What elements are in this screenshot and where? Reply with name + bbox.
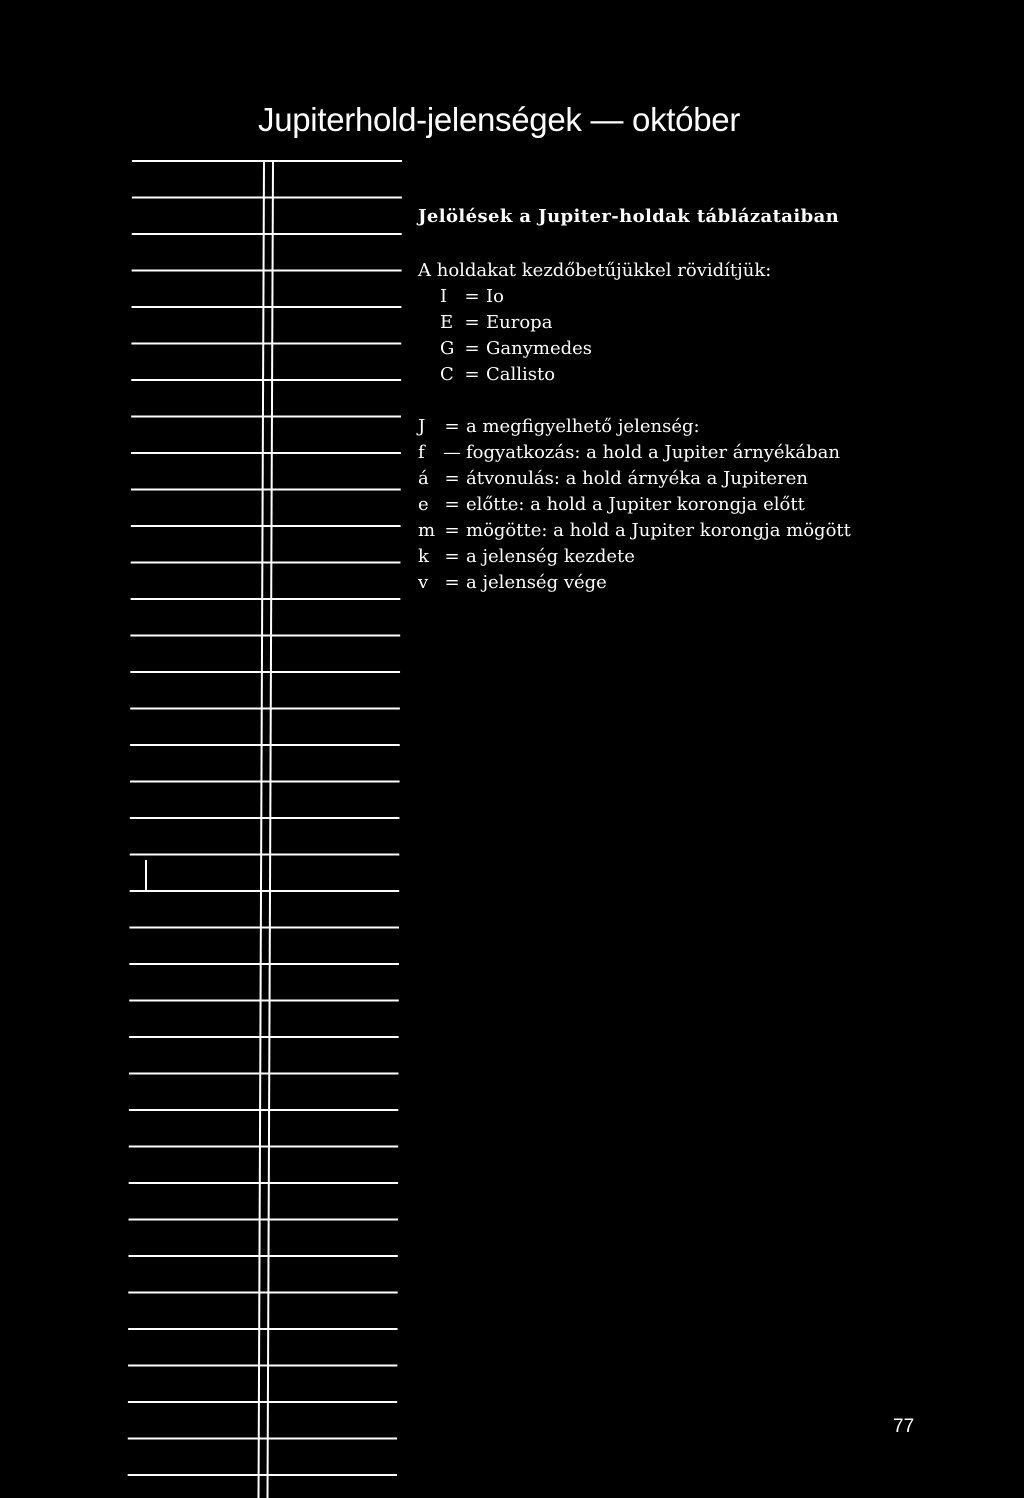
list-item	[418, 544, 851, 570]
phenomenon-code: J	[418, 416, 426, 437]
moon-code: C	[440, 364, 454, 385]
phenomenon-text: a jelenség kezdete	[466, 546, 635, 567]
phenomenon-text: fogyatkozás: a hold a Jupiter árnyékában	[466, 442, 841, 463]
equals-sign: =	[464, 364, 480, 385]
moon-abbreviation-list	[418, 284, 851, 388]
moon-name: Callisto	[486, 364, 556, 385]
equals-sign: =	[464, 286, 480, 307]
table-column-divider	[267, 161, 273, 1498]
moon-code: G	[440, 338, 455, 359]
list-item	[440, 336, 851, 362]
moon-name: Ganymedes	[486, 338, 593, 359]
moon-name: Europa	[486, 312, 553, 333]
phenomenon-code: v	[418, 572, 429, 593]
phenomenon-text: átvonulás: a hold árnyéka a Jupiteren	[466, 468, 808, 489]
equals-sign: =	[464, 312, 480, 333]
phenomenon-code: m	[418, 520, 436, 541]
equals-sign: —	[443, 442, 461, 463]
list-item	[440, 284, 851, 310]
equals-sign: =	[444, 546, 460, 567]
list-item	[418, 440, 851, 466]
page-title: Jupiterhold-jelenségek — október	[258, 101, 741, 138]
list-item	[418, 492, 851, 518]
moon-code: E	[440, 312, 454, 333]
phenomenon-text: a jelenség vége	[466, 572, 607, 593]
equals-sign: =	[444, 416, 460, 437]
phenomenon-code: e	[418, 494, 429, 515]
list-item	[418, 414, 851, 440]
phenomenon-text: mögötte: a hold a Jupiter korongja mögött	[466, 520, 851, 541]
phenomenon-list	[418, 414, 851, 596]
moon-code: I	[440, 286, 448, 307]
list-item	[418, 518, 851, 544]
phenomenon-text: a megfigyelhető jelenség:	[466, 416, 700, 437]
phenomenon-code: k	[418, 546, 429, 567]
equals-sign: =	[464, 338, 480, 359]
moon-name: Io	[486, 286, 504, 307]
equals-sign: =	[444, 572, 460, 593]
phenomenon-code: á	[418, 468, 429, 489]
list-item	[418, 466, 851, 492]
equals-sign: =	[444, 494, 460, 515]
list-item	[440, 362, 851, 388]
phenomenon-text: előtte: a hold a Jupiter korongja előtt	[466, 494, 805, 515]
page-number: 77	[893, 1416, 915, 1437]
legend-block	[418, 204, 851, 596]
equals-sign: =	[444, 520, 460, 541]
phenomenon-code: f	[418, 442, 425, 463]
equals-sign: =	[444, 468, 460, 489]
legend-intro: A holdakat kezdőbetűjükkel rövidítjük:	[418, 260, 772, 281]
list-item	[418, 570, 851, 596]
table-column-divider	[258, 161, 264, 1498]
list-item	[440, 310, 851, 336]
legend-heading: Jelölések a Jupiter-holdak táblázataiban	[418, 206, 840, 227]
